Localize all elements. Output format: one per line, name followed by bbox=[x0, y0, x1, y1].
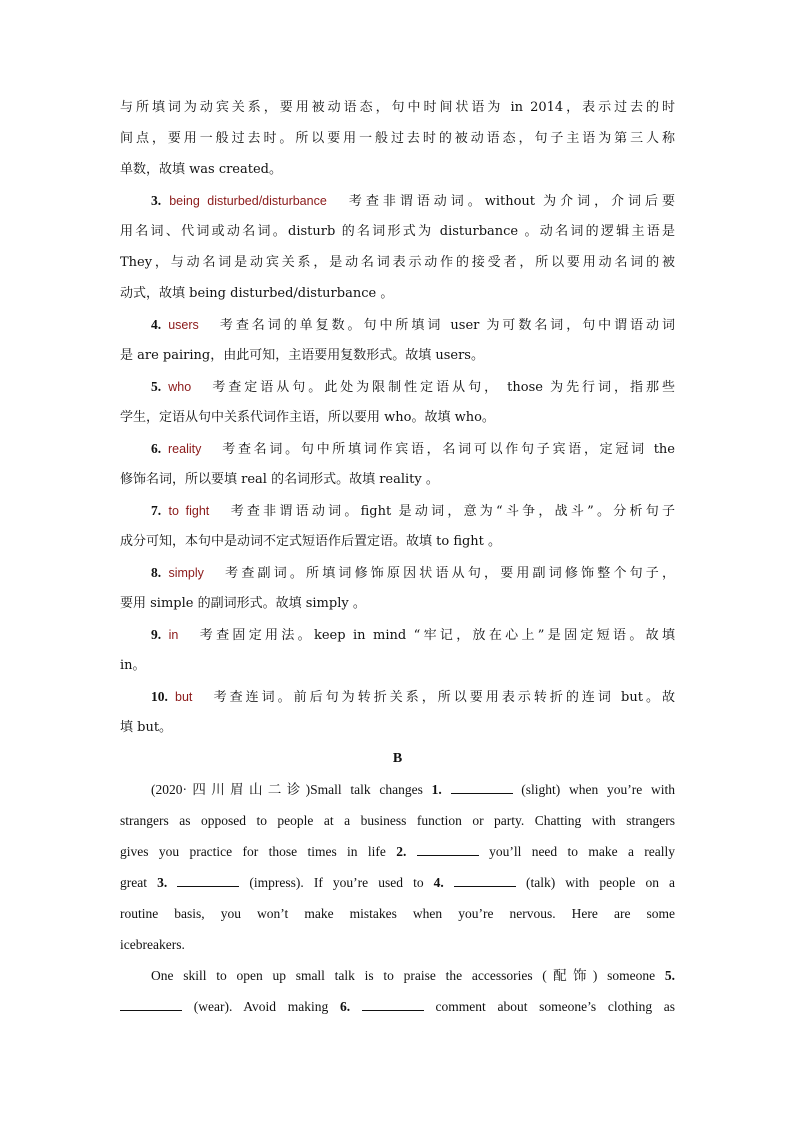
explanation-text: 考查非谓语动词。without 为介词，介词后要 bbox=[348, 194, 675, 209]
answer-item-7 bbox=[120, 495, 675, 526]
answer-text: to fight bbox=[168, 504, 210, 518]
blank-3[interactable] bbox=[177, 874, 239, 887]
passage-text: you’ll need to make a really bbox=[489, 844, 676, 859]
explanation-text: 考查名词的单复数。句中所填词 user 为可数名词，句中谓语动词 bbox=[219, 318, 675, 333]
section-heading: B bbox=[392, 751, 403, 766]
explanation-line: 用名词、代词或动名词。disturb 的名词形式为 disturbance 。动名词的逻辑主语是 bbox=[120, 224, 675, 239]
answer-number: 3. bbox=[151, 193, 162, 208]
explanation-line: 间点，要用一般过去时。所以要用一般过去时的被动语态，句子主语为第三人称 bbox=[120, 131, 675, 146]
passage-text: (wear). Avoid making bbox=[193, 999, 329, 1014]
explanation-text: 考查名词。句中所填词作宾语，名词可以作句子宾语，定冠词 the bbox=[222, 442, 675, 457]
blank-1[interactable] bbox=[451, 781, 513, 794]
answer-text: in bbox=[168, 628, 179, 642]
answer-number: 5. bbox=[151, 379, 162, 394]
blank-number: 6. bbox=[339, 999, 351, 1014]
blank-number: 2. bbox=[396, 844, 407, 859]
passage-text: (2020·四川眉山二诊)Small talk changes bbox=[151, 782, 423, 797]
passage-text: One skill to open up small talk is to praise the accessories (配饰) someone bbox=[151, 968, 656, 983]
passage-text: (slight) when you’re with bbox=[521, 782, 676, 797]
answer-number: 10. bbox=[151, 689, 168, 704]
blank-number: 1. bbox=[431, 782, 442, 797]
answer-item-4 bbox=[120, 309, 675, 340]
answer-text: users bbox=[168, 318, 199, 332]
blank-4[interactable] bbox=[454, 874, 516, 887]
blank-6[interactable] bbox=[362, 998, 424, 1011]
explanation-line: They，与动名词是动宾关系，是动名词表示动作的接受者，所以要用动名词的被 bbox=[120, 255, 675, 270]
explanation-line: 是 are pairing，由此可知，主语要用复数形式。故填 users。 bbox=[120, 348, 484, 363]
document-page bbox=[120, 92, 675, 1022]
explanation-line: 学生，定语从句中关系代词作主语，所以要用 who。故填 who。 bbox=[120, 410, 495, 425]
passage-text: (impress). If you’re used to bbox=[249, 875, 424, 890]
passage-text: great bbox=[120, 875, 147, 890]
answer-item-10 bbox=[120, 681, 675, 712]
answer-text: who bbox=[168, 380, 192, 394]
answer-number: 9. bbox=[151, 627, 162, 642]
explanation-text: 考查固定用法。keep in mind “牢记，放在心上”是固定短语。故填 bbox=[199, 628, 675, 643]
explanation-text: 考查非谓语动词。fight 是动词，意为“斗争，战斗”。分析句子 bbox=[230, 504, 676, 519]
answer-item-3 bbox=[120, 185, 675, 216]
passage-line bbox=[120, 867, 675, 898]
answer-text: being disturbed/disturbance bbox=[169, 194, 327, 208]
passage-text: gives you practice for those times in life bbox=[120, 844, 386, 859]
passage-line: routine basis, you won’t make mistakes when you’re nervous. Here are some bbox=[120, 906, 675, 921]
explanation-line: 单数，故填 was created。 bbox=[120, 162, 282, 177]
answer-item-8 bbox=[120, 557, 675, 588]
blank-number: 3. bbox=[157, 875, 168, 890]
explanation-text: 考查副词。所填词修饰原因状语从句，要用副词修饰整个句子， bbox=[225, 566, 675, 581]
passage-text: comment about someone’s clothing as bbox=[435, 999, 676, 1014]
answer-item-5 bbox=[120, 371, 675, 402]
explanation-line: in。 bbox=[120, 658, 146, 673]
blank-number: 5. bbox=[664, 968, 675, 983]
passage-line bbox=[120, 960, 675, 991]
blank-5[interactable] bbox=[120, 998, 182, 1011]
explanation-text: 考查连词。前后句为转折关系，所以要用表示转折的连词 but。故 bbox=[213, 690, 675, 705]
answer-number: 7. bbox=[151, 503, 162, 518]
passage-line bbox=[120, 774, 675, 805]
answer-number: 8. bbox=[151, 565, 162, 580]
passage-line: strangers as opposed to people at a business function or party. Chatting with strangers bbox=[120, 813, 675, 828]
answer-text: but bbox=[175, 690, 193, 704]
explanation-text: 考查定语从句。此处为限制性定语从句， those 为先行词，指那些 bbox=[212, 380, 675, 395]
answer-number: 6. bbox=[151, 441, 162, 456]
passage bbox=[120, 774, 675, 1022]
explanation-line: 动式，故填 being disturbed/disturbance 。 bbox=[120, 286, 394, 301]
passage-text: (talk) with people on a bbox=[525, 875, 676, 890]
explanation-line: 修饰名词，所以要填 real 的名词形式。故填 reality 。 bbox=[120, 472, 439, 487]
answer-item-6 bbox=[120, 433, 675, 464]
passage-line: icebreakers. bbox=[120, 937, 185, 952]
blank-2[interactable] bbox=[417, 843, 479, 856]
passage-line bbox=[120, 836, 675, 867]
answer-item-9 bbox=[120, 619, 675, 650]
answer-text: simply bbox=[168, 566, 204, 580]
answer-number: 4. bbox=[151, 317, 162, 332]
explanation-line: 与所填词为动宾关系，要用被动语态，句中时间状语为 in 2014，表示过去的时 bbox=[120, 100, 675, 115]
passage-line bbox=[120, 991, 675, 1022]
explanation-line: 成分可知，本句中是动词不定式短语作后置定语。故填 to fight 。 bbox=[120, 534, 502, 549]
explanation-line: 要用 simple 的副词形式。故填 simply 。 bbox=[120, 596, 366, 611]
explanation-line: 填 but。 bbox=[120, 720, 173, 735]
blank-number: 4. bbox=[433, 875, 444, 890]
answer-text: reality bbox=[168, 442, 202, 456]
